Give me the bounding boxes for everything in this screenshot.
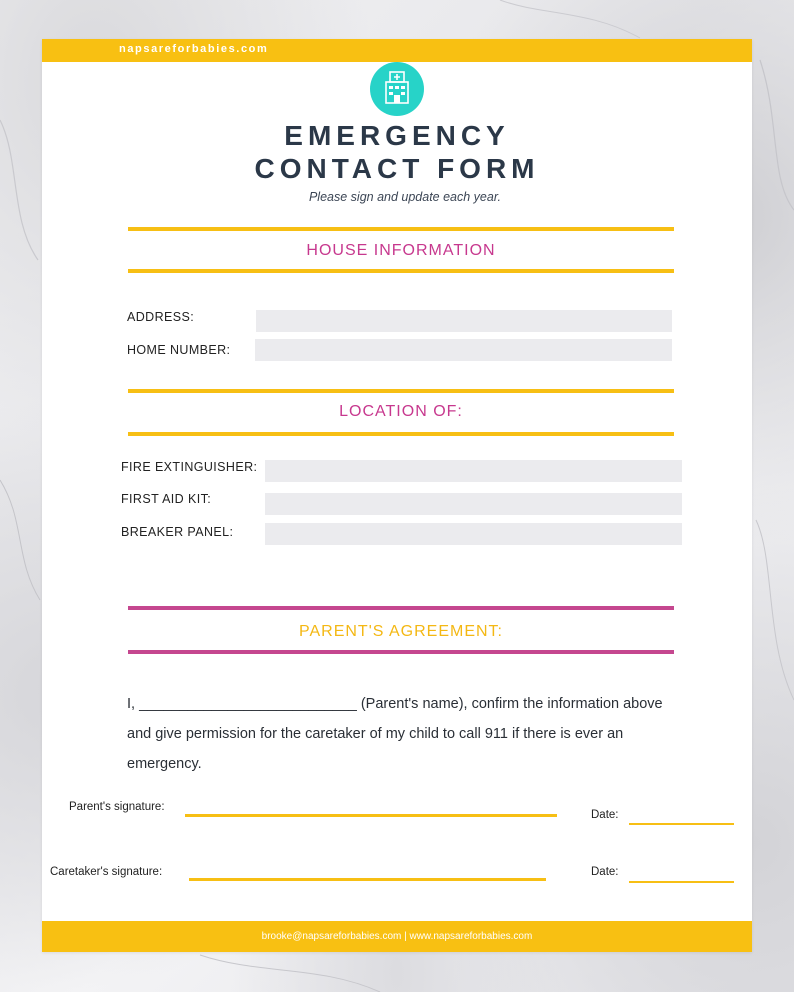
fire-extinguisher-label: FIRE EXTINGUISHER: — [121, 460, 258, 474]
address-label: ADDRESS: — [127, 310, 195, 324]
hospital-building-icon — [383, 71, 411, 105]
divider — [128, 606, 674, 610]
caretaker-date-line[interactable] — [629, 881, 734, 883]
subtitle: Please sign and update each year. — [308, 190, 502, 204]
top-band — [42, 39, 752, 62]
parent-date-line[interactable] — [629, 823, 734, 825]
parent-signature-label: Parent's signature: — [69, 801, 165, 813]
caretaker-signature-line[interactable] — [189, 878, 546, 881]
fire-extinguisher-field[interactable] — [265, 460, 682, 482]
breaker-panel-label: BREAKER PANEL: — [121, 525, 234, 539]
divider — [128, 389, 674, 393]
title-line-2: CONTACT FORM — [254, 153, 540, 184]
first-aid-kit-label: FIRST AID KIT: — [121, 492, 212, 506]
divider — [128, 650, 674, 654]
home-number-label: HOME NUMBER: — [127, 343, 231, 357]
footer-contact[interactable]: brooke@napsareforbabies.com | www.napsareforbabies.com — [261, 931, 533, 942]
divider — [128, 432, 674, 436]
site-name[interactable]: napsareforbabies.com — [119, 43, 269, 55]
bottom-band — [42, 921, 752, 952]
address-field[interactable] — [256, 310, 672, 332]
caretaker-date-label: Date: — [591, 866, 619, 878]
caretaker-signature-label: Caretaker's signature: — [50, 866, 163, 878]
divider — [128, 227, 674, 231]
form-sheet — [42, 39, 752, 952]
divider — [128, 269, 674, 273]
breaker-panel-field[interactable] — [265, 523, 682, 545]
logo — [370, 62, 424, 116]
first-aid-kit-field[interactable] — [265, 493, 682, 515]
agreement-heading: PARENT'S AGREEMENT: — [298, 623, 503, 640]
title-line-1: EMERGENCY — [284, 120, 510, 151]
home-number-field[interactable] — [255, 339, 672, 361]
parent-date-label: Date: — [591, 809, 619, 821]
agreement-text: I, ___________________________ (Parent's name), confirm the information above and give permission for the caretaker of my child to call 911 if there is ever an emergency. — [127, 696, 663, 772]
parent-signature-line[interactable] — [185, 814, 557, 817]
location-heading: LOCATION OF: — [339, 403, 463, 420]
house-heading: HOUSE INFORMATION — [306, 242, 496, 259]
